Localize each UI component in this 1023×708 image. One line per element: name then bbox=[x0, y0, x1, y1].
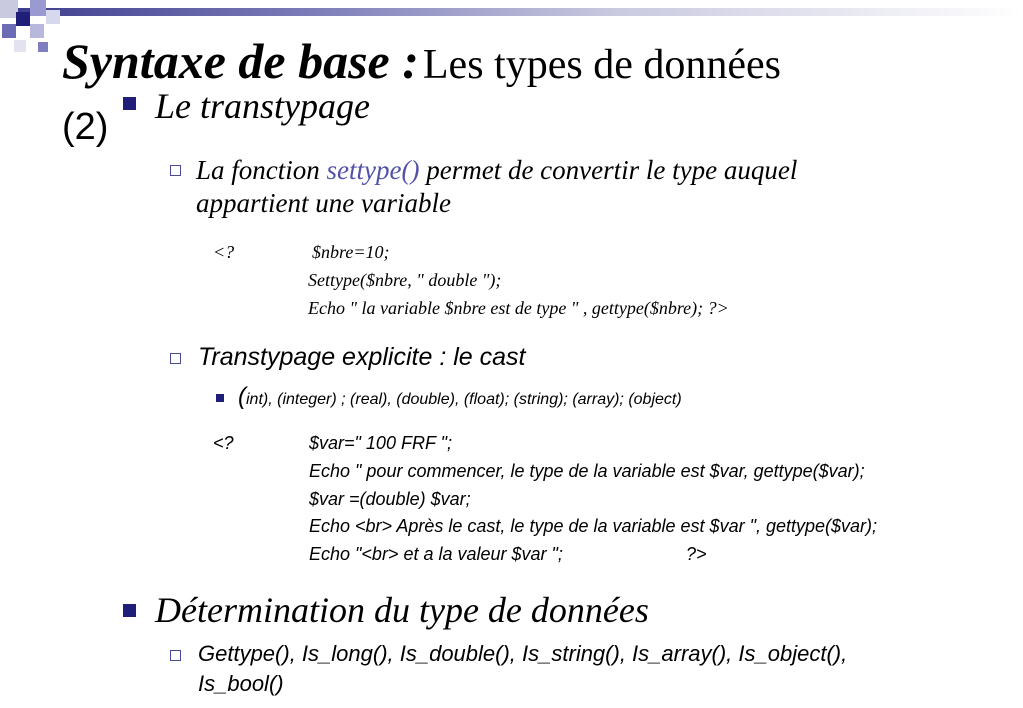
code1-line-3: Echo " la variable $nbre est de type " , gettype($nbre); ?> bbox=[308, 298, 729, 318]
title-main: Syntaxe de base : bbox=[62, 33, 419, 89]
slide-title bbox=[62, 33, 781, 89]
section-heading-determination: Détermination du type de données bbox=[155, 590, 649, 630]
type-functions-line2: Is_bool() bbox=[198, 671, 284, 696]
code2-open-tag: <? bbox=[213, 433, 234, 453]
code1-line-2: Settype($nbre, " double "); bbox=[308, 270, 502, 290]
cast-heading: Transtypage explicite : le cast bbox=[198, 343, 526, 371]
bullet-hollow-square-icon bbox=[170, 650, 181, 661]
title-subtitle: Les types de données bbox=[422, 42, 781, 88]
code2-line-1: $var=" 100 FRF "; bbox=[309, 433, 453, 453]
bullet-square-icon bbox=[123, 97, 136, 110]
bullet-hollow-square-icon bbox=[170, 353, 181, 364]
settype-description-line2: appartient une variable bbox=[196, 188, 451, 218]
code2-line-4: Echo <br> Après le cast, le type de la variable est $var ", gettype($var); bbox=[309, 516, 878, 536]
decor-square-6 bbox=[30, 24, 44, 38]
cast-types-text: int), (integer) ; (real), (double), (float); (string); (array); (object) bbox=[246, 391, 682, 408]
settype-suffix: permet de convertir le type auquel bbox=[419, 155, 798, 185]
code2-line-5: Echo "<br> et a la valeur $var "; bbox=[309, 544, 563, 564]
code2-close-tag: ?> bbox=[686, 544, 707, 564]
decor-square-4 bbox=[46, 10, 60, 24]
bullet-small-square-icon bbox=[216, 394, 224, 402]
decor-square-7 bbox=[14, 40, 26, 52]
settype-description-line1 bbox=[196, 157, 797, 184]
cast-types-open-paren: ( bbox=[238, 383, 246, 410]
bullet-hollow-square-icon bbox=[170, 165, 181, 176]
header-gradient-bar bbox=[0, 8, 1023, 16]
settype-prefix: La fonction bbox=[196, 155, 327, 185]
code1-open-tag: <? bbox=[213, 242, 235, 262]
code2-line-3: $var =(double) $var; bbox=[309, 489, 471, 509]
cast-types-list bbox=[238, 383, 682, 411]
title-number: (2) bbox=[62, 106, 109, 148]
section-heading-transtypage: Le transtypage bbox=[155, 86, 370, 126]
bullet-square-icon bbox=[123, 604, 136, 617]
code1-line-1: $nbre=10; bbox=[312, 242, 390, 262]
code2-line-2: Echo " pour commencer, le type de la variable est $var, gettype($var); bbox=[309, 461, 865, 481]
decor-square-5 bbox=[2, 24, 16, 38]
settype-function-name: settype() bbox=[326, 155, 420, 185]
decor-square-8 bbox=[38, 42, 48, 52]
decor-square-3 bbox=[30, 0, 46, 16]
type-functions-line1: Gettype(), Is_long(), Is_double(), Is_string(), Is_array(), Is_object(), bbox=[198, 641, 848, 666]
decor-square-2 bbox=[16, 12, 30, 26]
